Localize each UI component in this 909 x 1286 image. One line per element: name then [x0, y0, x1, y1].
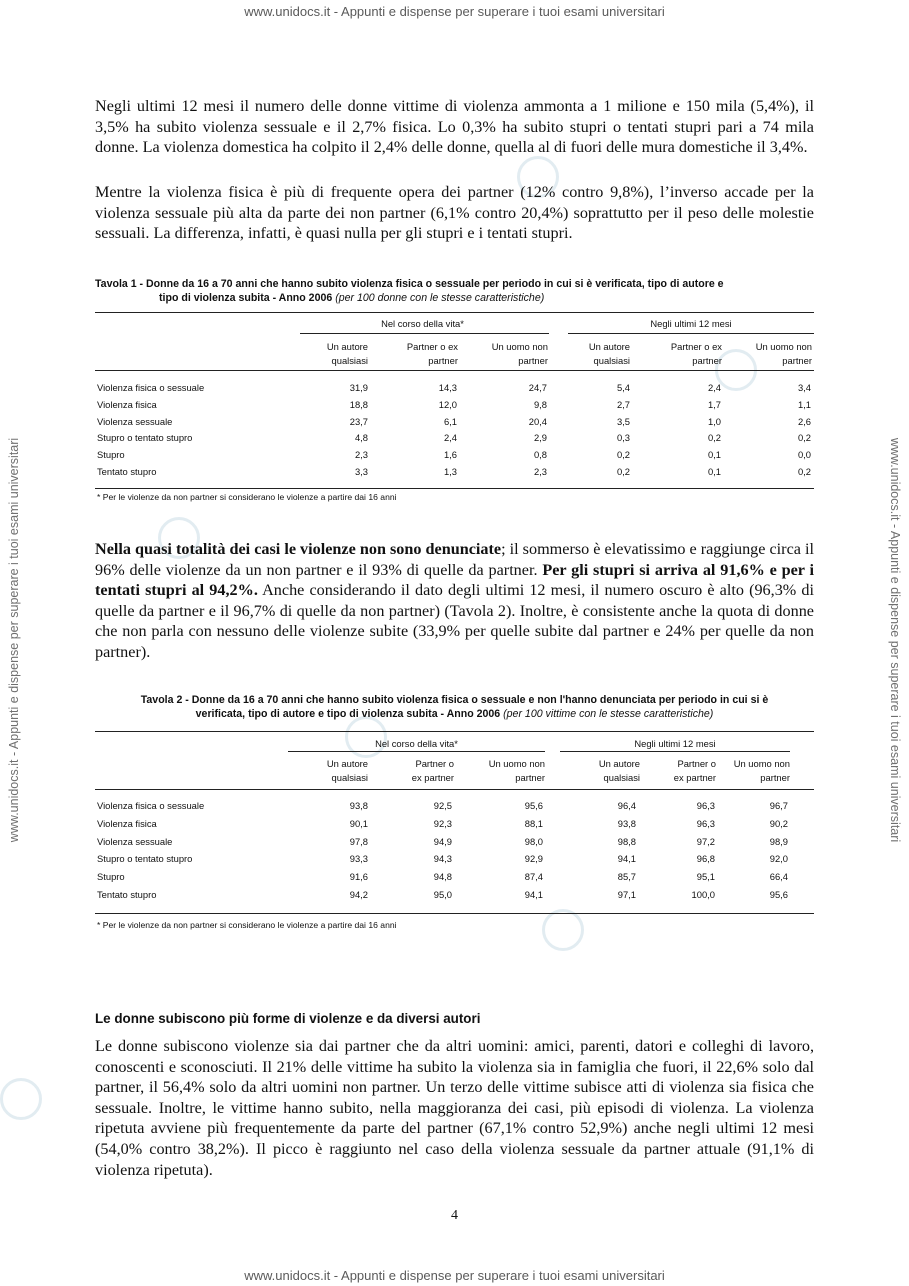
table1-footnote: * Per le violenze da non partner si considerano le violenze a partire dai 16 anni — [97, 492, 397, 502]
table-cell: 1,0 — [707, 415, 721, 427]
table2-caption-line1: Tavola 2 - Donne da 16 a 70 anni che hanno subito violenza fisica o sessuale e non l'hanno denunciata per periodo in cui si è — [140, 694, 769, 706]
table-cell: 0,2 — [616, 449, 630, 461]
table1-bottom-rule — [95, 488, 814, 489]
table2-caption-note: (per 100 vittime con le stesse caratteristiche) — [503, 708, 714, 720]
table1-caption-note: (per 100 donne con le stesse caratteristiche) — [335, 292, 545, 304]
table-row-label: Violenza fisica o sessuale — [97, 382, 205, 393]
table-row-label: Violenza fisica — [97, 817, 157, 829]
table2-group-12months: Negli ultimi 12 mesi — [634, 738, 716, 749]
table-cell: 94,2 — [349, 889, 368, 900]
table-cell: 96,7 — [769, 800, 788, 811]
table-cell: 92,0 — [769, 853, 788, 865]
table-row-label: Violenza fisica — [97, 398, 157, 410]
table2-col-header: Partner o ex partner — [673, 758, 716, 783]
table-cell: 23,7 — [349, 415, 368, 427]
page-number: 4 — [451, 1208, 458, 1223]
table-cell: 87,4 — [524, 871, 543, 883]
table-cell: 0,0 — [797, 449, 811, 461]
table2-bottom-rule — [95, 913, 814, 914]
table2-col-header: Un autore qualsiasi — [326, 758, 368, 783]
paragraph-3-bold-rape: Per gli stupri si arriva al 91,6% e per i tentati stupri al 94,2%. — [95, 560, 814, 600]
table-cell: 93,3 — [349, 853, 368, 865]
table2-group-lifetime: Nel corso della vita* — [375, 738, 458, 749]
table-cell: 91,6 — [349, 871, 368, 883]
table-cell: 66,4 — [769, 871, 788, 883]
table-cell: 2,3 — [533, 466, 547, 477]
table-row-label: Violenza sessuale — [97, 415, 173, 427]
table1-header-rule — [95, 370, 814, 371]
table-row-label: Violenza fisica o sessuale — [97, 800, 205, 811]
table-cell: 14,3 — [438, 382, 457, 393]
table-cell: 88,1 — [524, 817, 543, 829]
paragraph-1: Negli ultimi 12 mesi il numero delle donne vittime di violenza ammonta a 1 milione e 150 mila (5,4%), il 3,5% ha subito violenza sessuale e il 2,7% fisica. Lo 0,3% ha subito stupri o tentati stupri pari a 74 mila donne. La violenza domestica ha colpito il 2,4% delle donne, quella al di fuori delle mura domestiche il 3,4%. — [95, 97, 814, 157]
table-cell: 94,9 — [433, 835, 452, 847]
table-cell: 95,6 — [524, 800, 543, 811]
paragraph-3 — [95, 539, 814, 663]
table2-col-header: Un autore qualsiasi — [598, 758, 640, 783]
table-cell: 2,3 — [354, 449, 368, 461]
table1-caption-line2: tipo di violenza subita - Anno 2006 — [159, 292, 333, 304]
table-cell: 97,1 — [617, 889, 636, 900]
table2-group-rule-2 — [560, 751, 790, 752]
table-cell: 4,8 — [354, 432, 368, 444]
table1-caption — [95, 277, 814, 305]
table-cell: 85,7 — [617, 871, 636, 883]
table1-caption-line1: Tavola 1 - Donne da 16 a 70 anni che hanno subito violenza fisica o sessuale per periodo in cui si è verificata, tipo di autore e — [95, 278, 724, 290]
table-cell: 2,9 — [533, 432, 547, 444]
table-cell: 96,8 — [696, 853, 715, 865]
table-cell: 100,0 — [691, 889, 715, 900]
table-cell: 1,1 — [797, 398, 811, 410]
table-cell: 94,3 — [433, 853, 452, 865]
watermark-logo-icon — [0, 1078, 42, 1120]
table-cell: 93,8 — [349, 800, 368, 811]
table1-col-header: Un uomo non partner — [491, 341, 548, 366]
table-cell: 92,3 — [433, 817, 452, 829]
table-cell: 96,3 — [696, 817, 715, 829]
table1-col-header: Partner o ex partner — [406, 341, 458, 366]
table1-group-rule-2 — [568, 333, 814, 334]
paragraph-2: Mentre la violenza fisica è più di frequente opera dei partner (12% contro 9,8%), l’inverso accade per la violenza sessuale più alta da parte dei non partner (6,1% contro 20,4%) soprattutto per il peso delle molestie sessuali. La differenza, infatti, è quasi nulla per gli stupri e i tentati stupri. — [95, 183, 814, 243]
table-cell: 92,5 — [433, 800, 452, 811]
table-cell: 5,4 — [616, 382, 630, 393]
table-cell: 90,2 — [769, 817, 788, 829]
table-row-label: Tentato stupro — [97, 466, 157, 477]
table-cell: 0,2 — [616, 466, 630, 477]
watermark-bottom: www.unidocs.it - Appunti e dispense per superare i tuoi esami universitari — [244, 1268, 665, 1283]
table-cell: 96,3 — [696, 800, 715, 811]
table-cell: 18,8 — [349, 398, 368, 410]
table-cell: 1,6 — [443, 449, 457, 461]
table1-col-header: Un autore qualsiasi — [588, 341, 630, 366]
table-row-label: Stupro — [97, 871, 125, 883]
watermark-top: www.unidocs.it - Appunti e dispense per superare i tuoi esami universitari — [244, 4, 665, 19]
table2-col-header: Partner o ex partner — [411, 758, 454, 783]
paragraph-3-bold-lead: Nella quasi totalità dei casi le violenze non sono denunciate — [95, 540, 502, 558]
table2-col-header: Un uomo non partner — [488, 758, 545, 783]
table-cell: 0,2 — [707, 432, 721, 444]
table1-col-header: Un autore qualsiasi — [326, 341, 368, 366]
table-cell: 98,0 — [524, 835, 543, 847]
table-cell: 94,1 — [617, 853, 636, 865]
table-cell: 9,8 — [533, 398, 547, 410]
table-cell: 6,1 — [443, 415, 457, 427]
table-cell: 0,1 — [707, 449, 721, 461]
section-heading: Le donne subiscono più forme di violenze e da diversi autori — [95, 1011, 481, 1026]
table1-col-header: Un uomo non partner — [755, 341, 812, 366]
table-row-label: Stupro — [97, 449, 125, 461]
table1-group-lifetime: Nel corso della vita* — [381, 318, 464, 329]
table2-caption — [95, 693, 814, 721]
table-cell: 12,0 — [438, 398, 457, 410]
table-cell: 90,1 — [349, 817, 368, 829]
paragraph-3-text-1: ; il sommerso è elevatissimo e raggiunge circa il 96% delle violenze da un non partner e il 93% di quelle da partner. — [95, 540, 814, 579]
table2-header-rule — [95, 789, 814, 790]
table-cell: 1,3 — [443, 466, 457, 477]
table-cell: 95,0 — [433, 889, 452, 900]
table-cell: 2,4 — [707, 382, 721, 393]
table-cell: 0,2 — [797, 432, 811, 444]
table-cell: 93,8 — [617, 817, 636, 829]
table1-col-header: Partner o ex partner — [670, 341, 722, 366]
table2-footnote: * Per le violenze da non partner si considerano le violenze a partire dai 16 anni — [97, 920, 397, 930]
table-cell: 97,2 — [696, 835, 715, 847]
table-cell: 92,9 — [524, 853, 543, 865]
table-row-label: Violenza sessuale — [97, 835, 173, 847]
table2-col-header: Un uomo non partner — [733, 758, 790, 783]
table-cell: 98,9 — [769, 835, 788, 847]
table-cell: 3,5 — [616, 415, 630, 427]
table-cell: 1,7 — [707, 398, 721, 410]
watermark-right: www.unidocs.it - Appunti e dispense per superare i tuoi esami universitari — [888, 437, 902, 843]
table-cell: 94,1 — [524, 889, 543, 900]
table1-group-rule-1 — [300, 333, 549, 334]
table-cell: 98,8 — [617, 835, 636, 847]
table-cell: 31,9 — [349, 382, 368, 393]
table-cell: 95,6 — [769, 889, 788, 900]
table-cell: 24,7 — [528, 382, 547, 393]
table-cell: 94,8 — [433, 871, 452, 883]
table-row-label: Tentato stupro — [97, 889, 157, 900]
table1-group-12months: Negli ultimi 12 mesi — [650, 318, 732, 329]
table1-top-rule — [95, 312, 814, 313]
table-cell: 97,8 — [349, 835, 368, 847]
table2-group-rule-1 — [288, 751, 545, 752]
table-cell: 96,4 — [617, 800, 636, 811]
table-cell: 0,8 — [533, 449, 547, 461]
paragraph-4: Le donne subiscono violenze sia dai partner che da altri uomini: amici, parenti, datori e colleghi di lavoro, conoscenti e sconosciuti. Il 21% delle vittime ha subito la violenza sia in famiglia che fuori, il 22,6% solo dal partner, il 56,4% solo da altri uomini non partner. Un terzo delle vittime subisce atti di violenza sia fisica che sessuale. Inoltre, le vittime hanno subito, nella maggioranza dei casi, più episodi di violenza. La violenza ripetuta avviene più frequentemente da parte del partner (67,1% contro 52,9%) anche negli ultimi 12 mesi (54,0% contro 38,2%). Il picco è raggiunto nel caso della violenza sessuale da partner attuale (91,1% di violenza ripetuta). — [95, 1037, 814, 1179]
table-cell: 2,4 — [443, 432, 457, 444]
watermark-logo-icon — [542, 909, 584, 951]
paragraph-3-text-2: Anche considerando il dato degli ultimi 12 mesi, il numero oscuro è alto (96,3% di quelle da partner e il 96,7% di quelle da non partner) (Tavola 2). Inoltre, è consistente anche la quota di donne che non parla con nessuno delle violenze subite (33,9% per quelle subite dal partner e 24% per quelle da non partner). — [95, 581, 814, 661]
table-row-label: Stupro o tentato stupro — [97, 432, 193, 444]
table-cell: 0,1 — [707, 466, 721, 477]
watermark-left: www.unidocs.it - Appunti e dispense per superare i tuoi esami universitari — [7, 437, 21, 843]
table-row-label: Stupro o tentato stupro — [97, 853, 193, 865]
table-cell: 0,3 — [616, 432, 630, 444]
table-cell: 3,3 — [354, 466, 368, 477]
table-cell: 3,4 — [797, 382, 811, 393]
table-cell: 0,2 — [797, 466, 811, 477]
table-cell: 95,1 — [696, 871, 715, 883]
table-cell: 20,4 — [528, 415, 547, 427]
table2-top-rule — [95, 731, 814, 732]
table-cell: 2,6 — [797, 415, 811, 427]
table-cell: 2,7 — [616, 398, 630, 410]
table2-caption-line2: verificata, tipo di autore e tipo di violenza subita - Anno 2006 — [195, 708, 501, 720]
